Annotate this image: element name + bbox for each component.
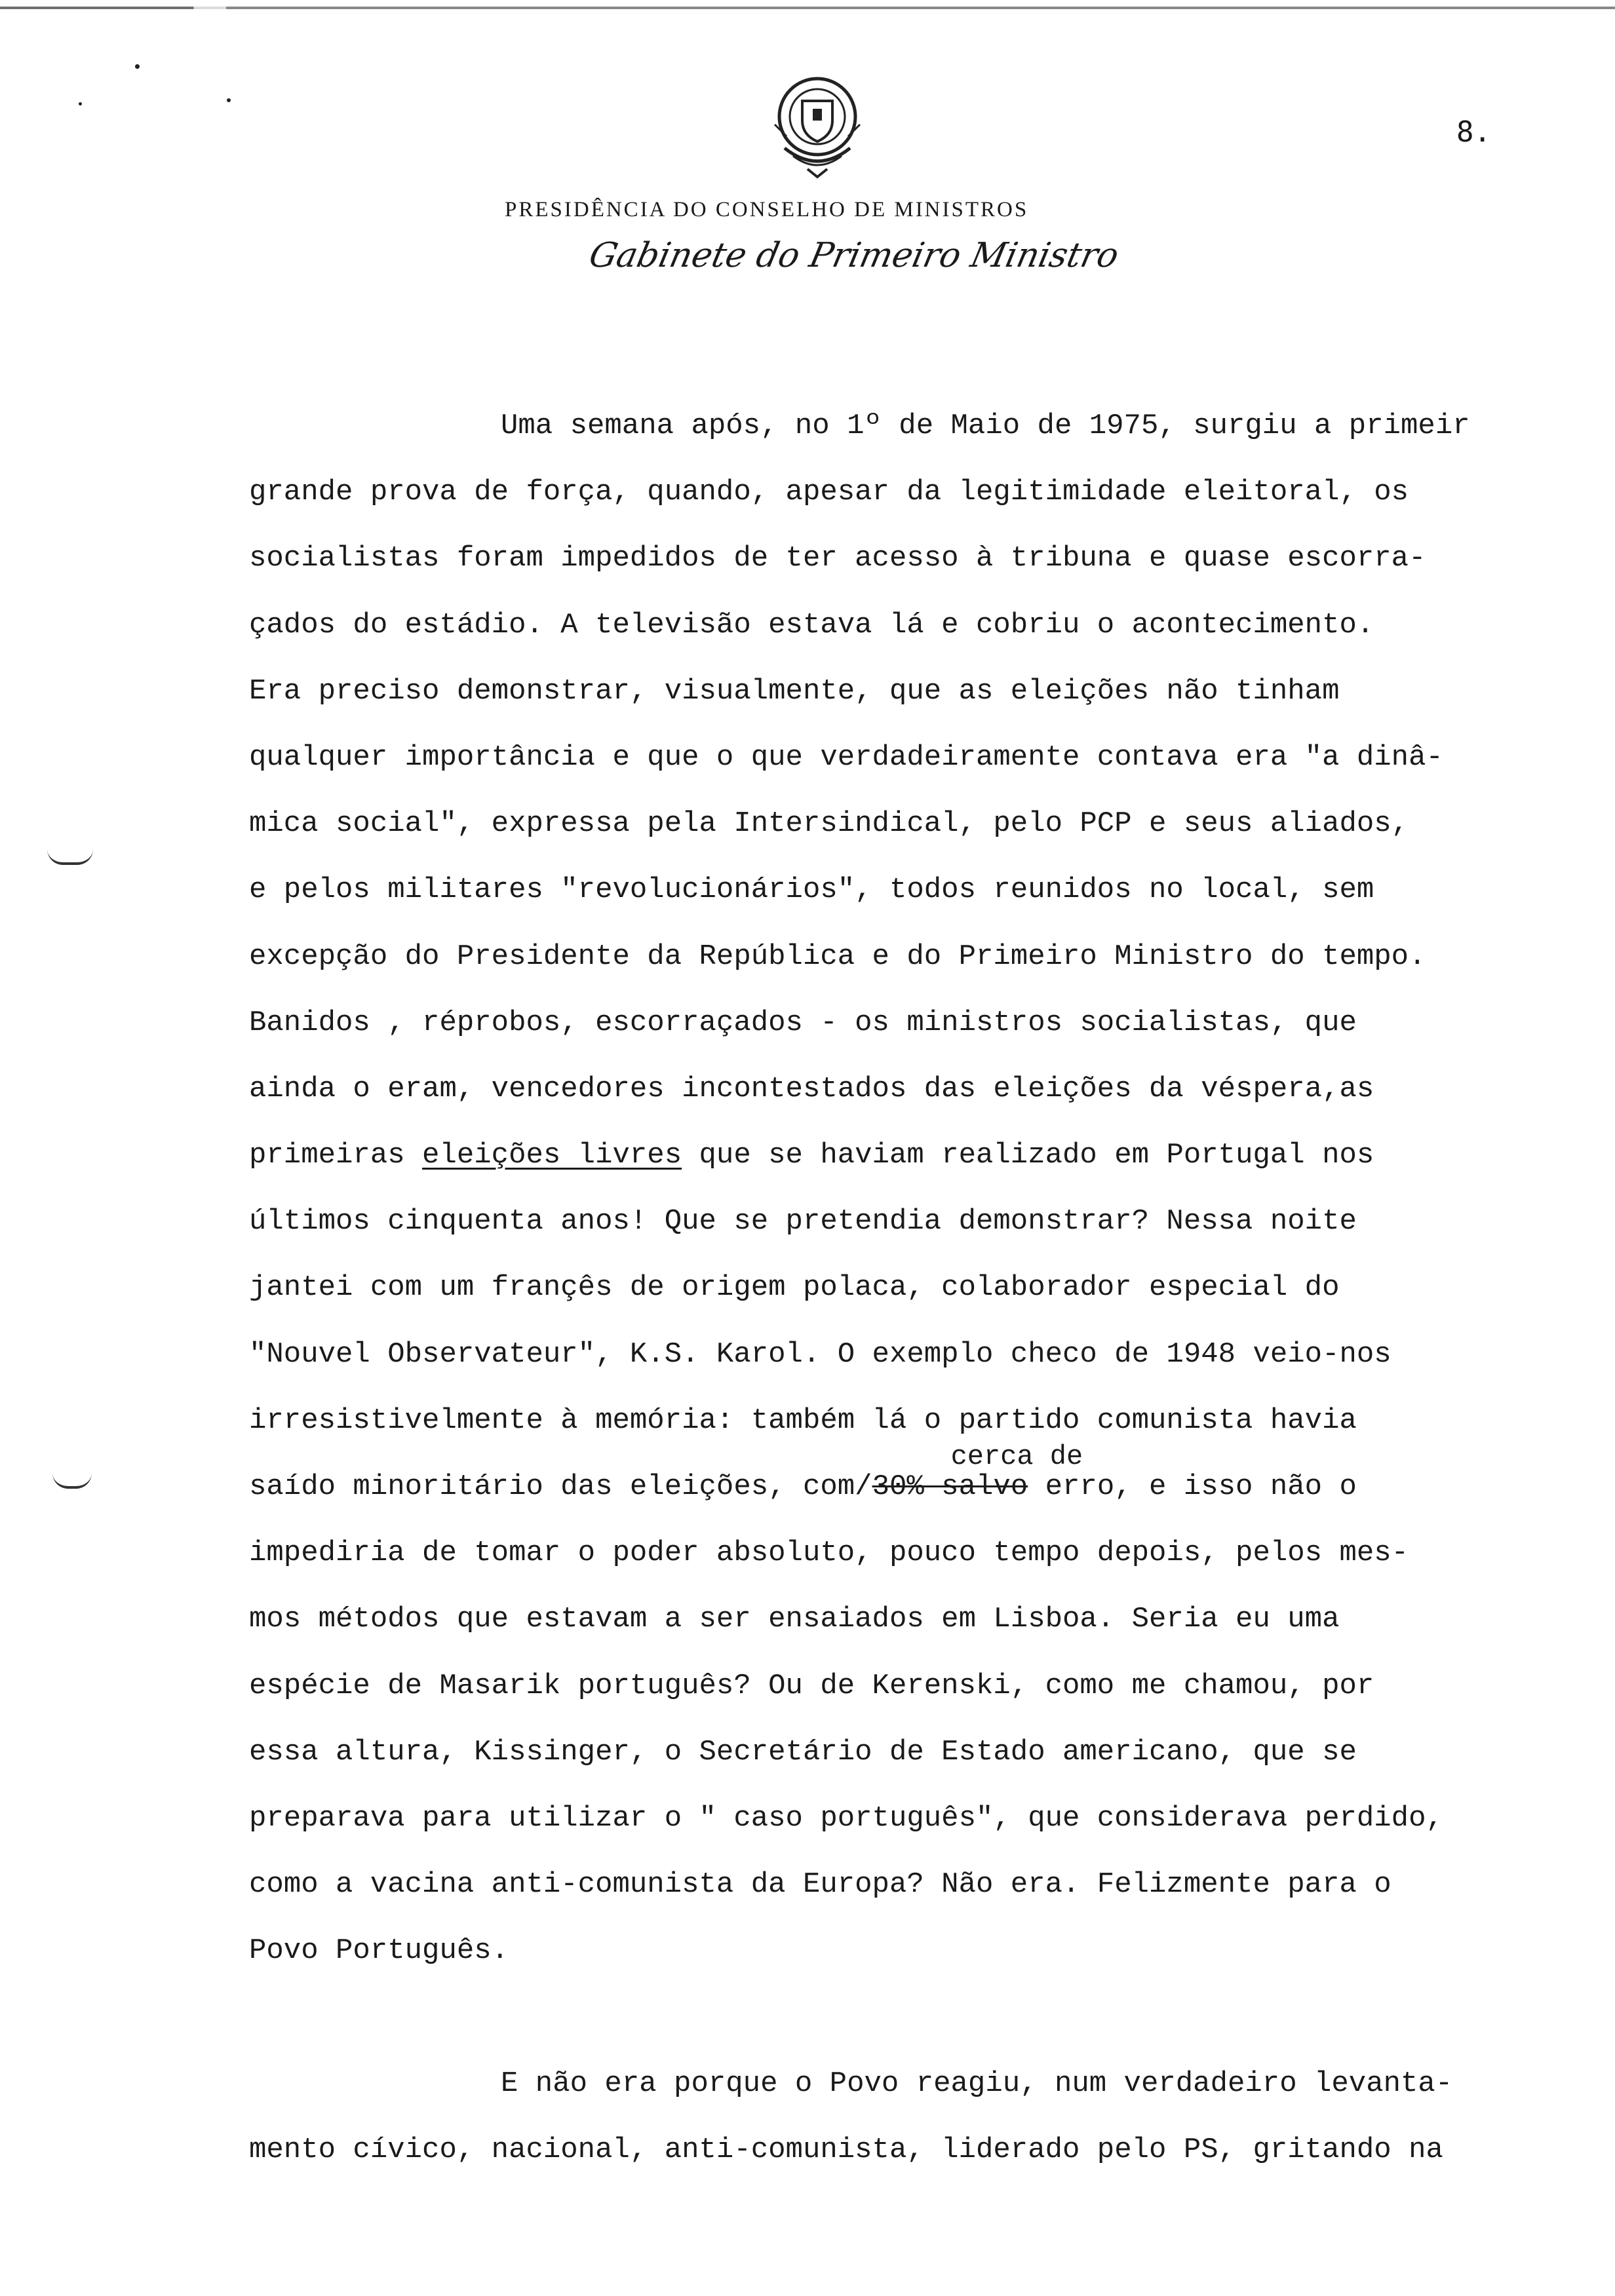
text-line: ainda o eram, vencedores incontestados das eleições da véspera,as <box>249 1072 1374 1105</box>
page-number: 8. <box>1456 115 1491 149</box>
margin-pen-mark <box>52 1473 92 1489</box>
text-line: impediria de tomar o poder absoluto, pouco tempo depois, pelos mes- <box>249 1537 1409 1570</box>
inserted-text: cerca de <box>950 1441 1083 1472</box>
text-line: mento cívico, nacional, anti-comunista, liderado pelo PS, gritando na <box>249 2133 1443 2166</box>
text-line: irresistivelmente à memória: também lá o partido comunista havia <box>249 1404 1357 1437</box>
letterhead-organization: PRESIDÊNCIA DO CONSELHO DE MINISTROS <box>505 198 1029 221</box>
text-line <box>249 1122 1615 1189</box>
text-line: essa altura, Kissinger, o Secretário de Estado americano, que se <box>249 1735 1357 1769</box>
text-segment: que se haviam realizado em Portugal nos <box>682 1139 1374 1172</box>
text-line: Era preciso demonstrar, visualmente, que as eleições não tinham <box>249 674 1340 708</box>
text-line: preparava para utilizar o " caso português", que considerava perdido, <box>249 1801 1443 1835</box>
paragraph-gap <box>249 1985 1615 2051</box>
text-line: Banidos , réprobos, escorraçados - os ministros socialistas, que <box>249 1006 1357 1039</box>
text-line <box>249 1441 1615 1520</box>
text-line: E não era porque o Povo reagiu, num verdadeiro levanta- <box>501 2067 1453 2100</box>
text-line: socialistas foram impedidos de ter acesso à tribuna e quase escorra- <box>249 542 1426 575</box>
text-line: mos métodos que estavam a ser ensaiados em Lisboa. Seria eu uma <box>249 1603 1340 1636</box>
text-segment: erro, e isso não o <box>1028 1470 1357 1503</box>
handwritten-correction <box>872 1441 1083 1520</box>
scan-speck <box>79 102 82 105</box>
coat-of-arms-icon <box>762 71 873 189</box>
text-segment: primeiras <box>249 1139 423 1172</box>
text-line: qualquer importância e que o que verdadeiramente contava era "a dinâ- <box>249 740 1443 774</box>
text-line: como a vacina anti-comunista da Europa? Não era. Felizmente para o <box>249 1868 1391 1902</box>
text-line: excepção do Presidente da República e do Primeiro Ministro do tempo. <box>249 940 1426 973</box>
text-line: "Nouvel Observateur", K.S. Karol. O exemplo checo de 1948 veio-nos <box>249 1337 1391 1371</box>
text-line: jantei com um françês de origem polaca, colaborador especial do <box>249 1271 1340 1305</box>
scan-speck <box>135 64 140 69</box>
margin-pen-mark <box>47 849 93 865</box>
text-line: Povo Português. <box>249 1934 509 1968</box>
text-line: grande prova de força, quando, apesar da legitimidade eleitoral, os <box>249 476 1409 509</box>
scan-speck <box>227 98 231 102</box>
text-segment: saído minoritário das eleições, com/ <box>249 1470 872 1503</box>
text-line: mica social", expressa pela Intersindical, pelo PCP e seus aliados, <box>249 807 1409 841</box>
document-body <box>249 393 1615 2183</box>
underlined-phrase: eleições livres <box>422 1139 682 1172</box>
text-line: çados do estádio. A televisão estava lá e cobriu o acontecimento. <box>249 608 1374 641</box>
struck-text: 30% salvo <box>872 1470 1028 1503</box>
letterhead-office-signature: Gabinete do Primeiro Ministro <box>585 236 1123 275</box>
text-line: Uma semana após, no 1º de Maio de 1975, surgiu a primeir <box>501 410 1470 442</box>
text-line: espécie de Masarik português? Ou de Kerenski, como me chamou, por <box>249 1669 1374 1702</box>
text-line: últimos cinquenta anos! Que se pretendia demonstrar? Nessa noite <box>249 1205 1357 1238</box>
top-scan-border <box>0 7 1615 9</box>
text-line: e pelos militares "revolucionários", todos reunidos no local, sem <box>249 873 1374 907</box>
